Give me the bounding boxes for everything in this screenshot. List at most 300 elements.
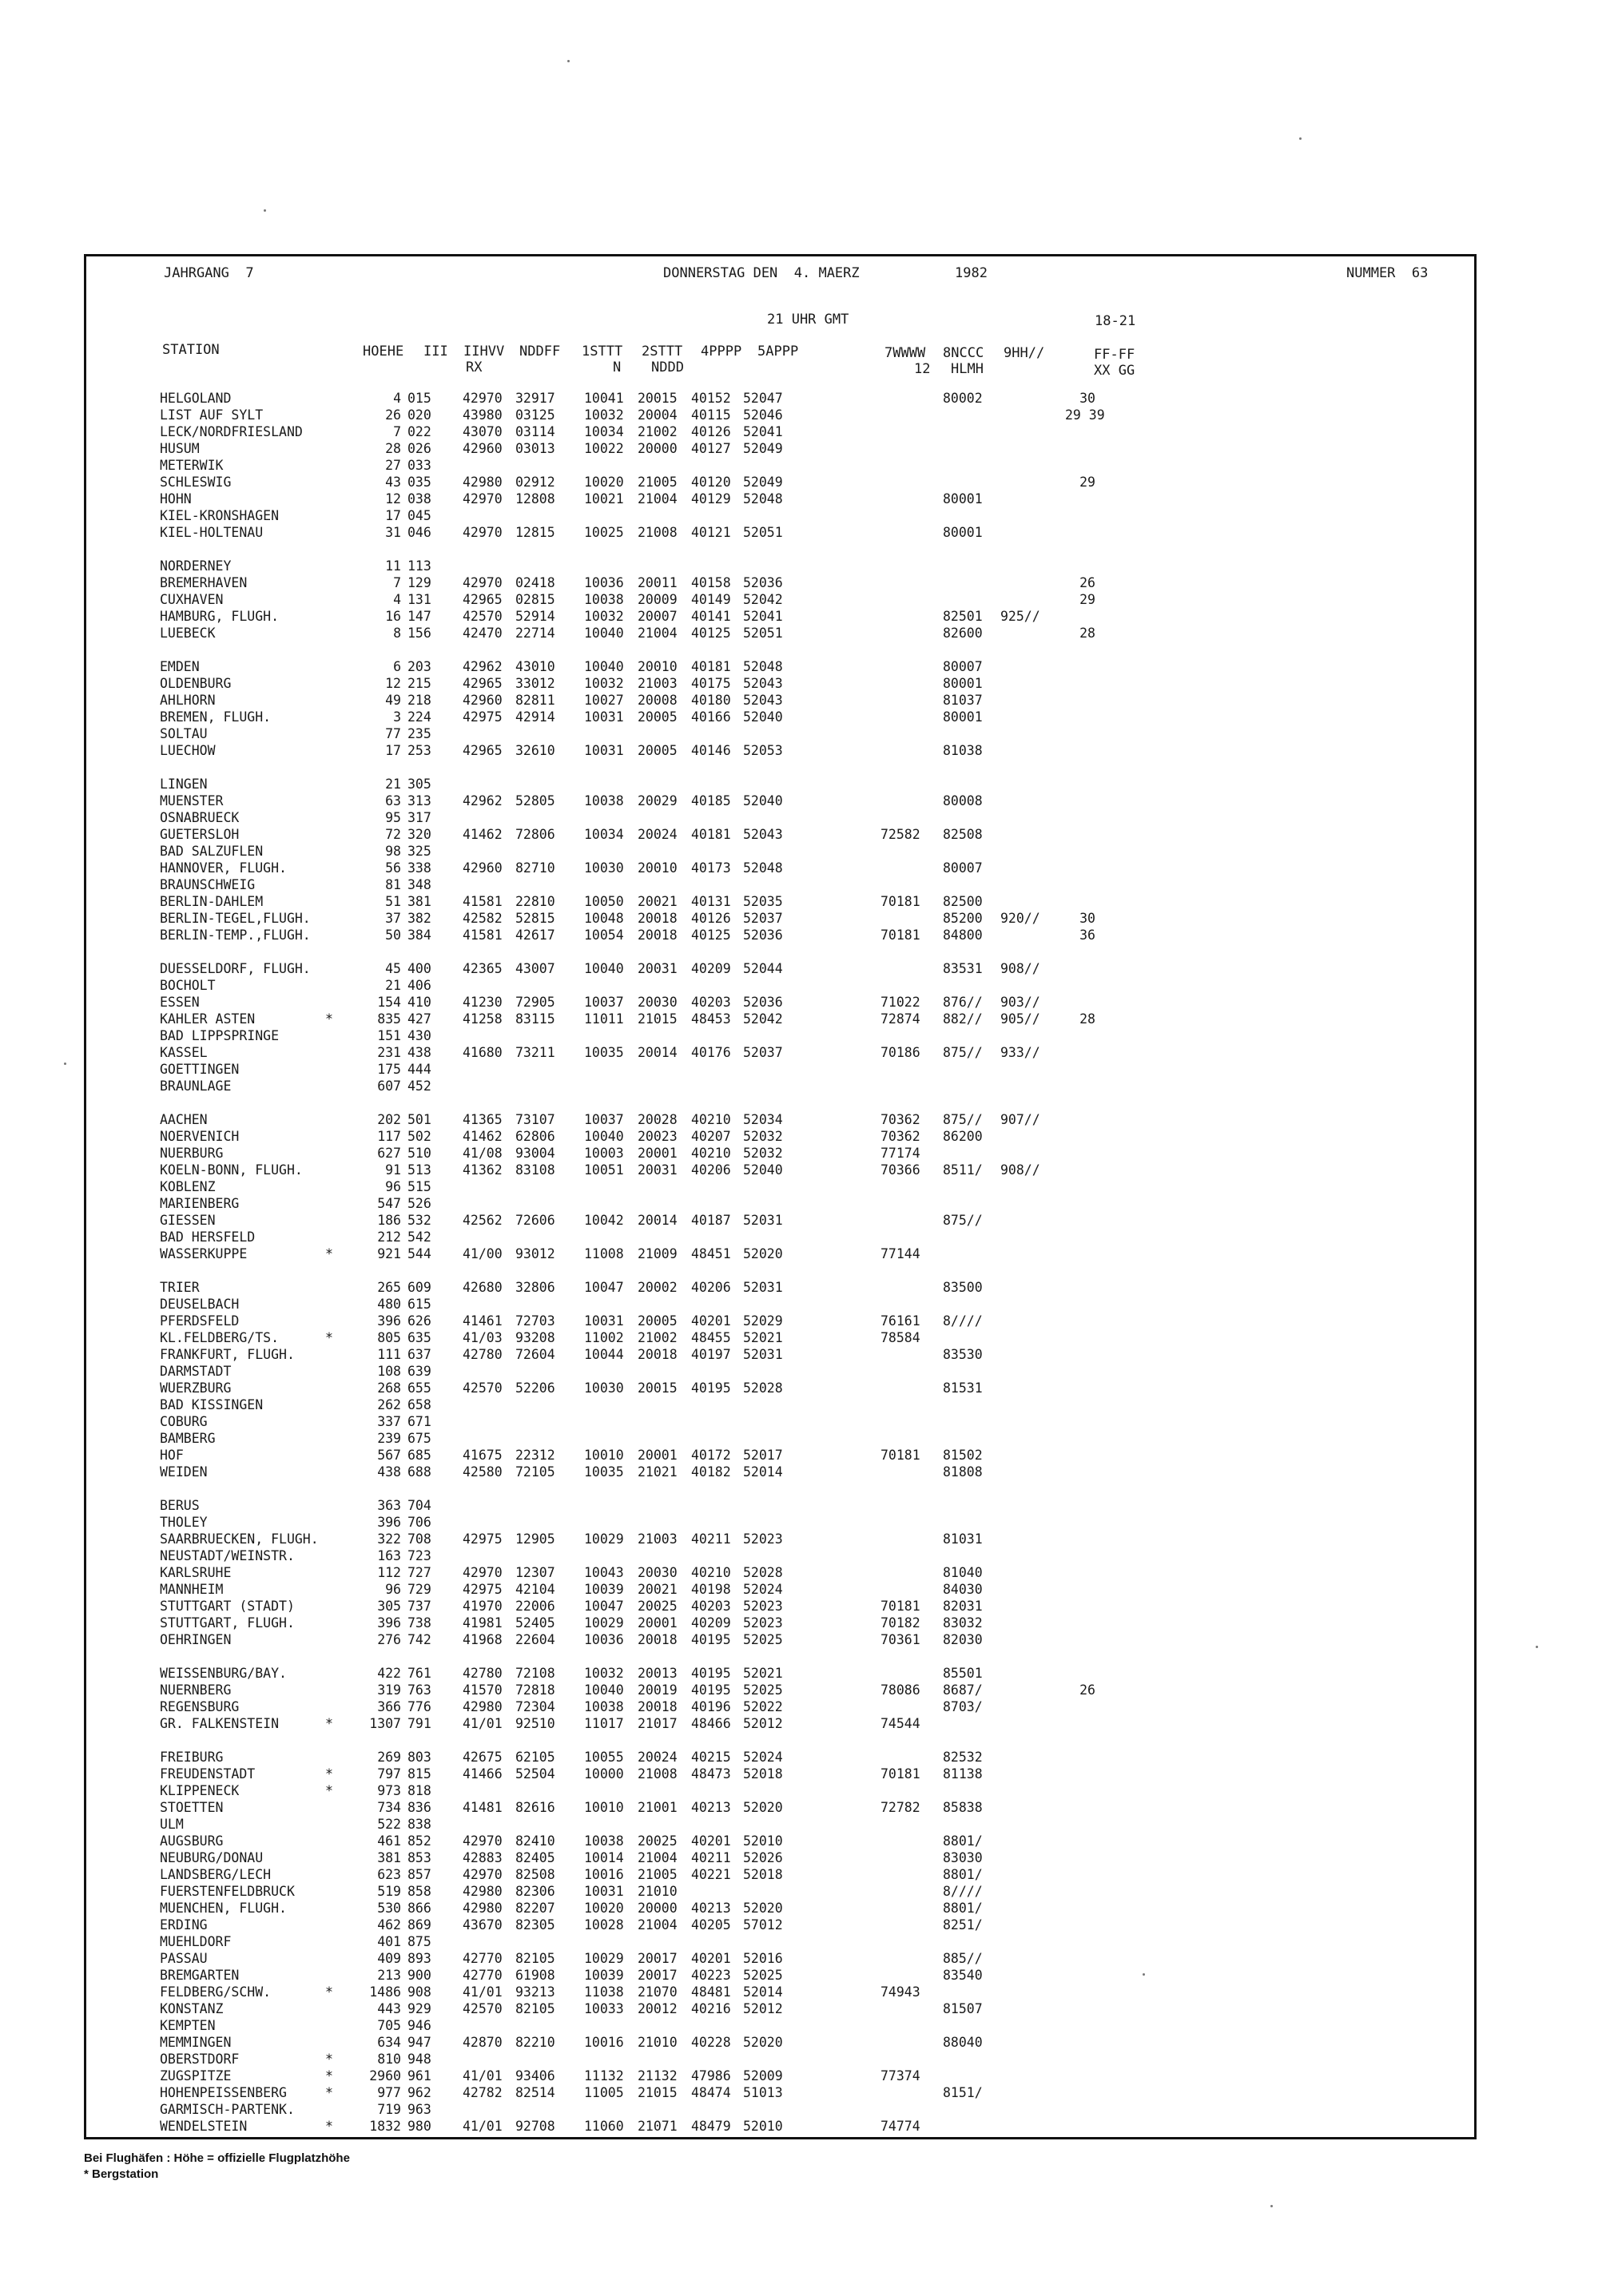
group-1sttt: 10054 <box>584 928 624 943</box>
station-index: 203 <box>407 659 431 674</box>
table-row <box>160 2051 1198 2068</box>
col-8nccc: 8NCCC <box>943 345 984 361</box>
group-iihvv: 42980 <box>463 1699 503 1714</box>
station-name: AUGSBURG <box>160 1833 224 1849</box>
station-altitude: 186 <box>377 1213 401 1228</box>
group-8nccc: 85200 <box>943 911 983 926</box>
group-4pppp: 40221 <box>691 1867 731 1882</box>
group-4pppp: 40198 <box>691 1582 731 1597</box>
group-nddff: 72806 <box>515 827 555 842</box>
group-1sttt: 10029 <box>584 1531 624 1547</box>
group-5appp: 52024 <box>743 1750 783 1765</box>
group-7wwww: 71022 <box>880 995 920 1010</box>
station-name: BAD SALZUFLEN <box>160 844 264 859</box>
table-row <box>160 407 1198 423</box>
group-2sttt: 20010 <box>638 659 678 674</box>
group-2sttt: 21015 <box>638 1011 678 1027</box>
group-7wwww: 70366 <box>880 1162 920 1178</box>
group-9hh: 907// <box>1000 1112 1040 1127</box>
station-name: BREMGARTEN <box>160 1968 240 1983</box>
table-row <box>160 1145 1198 1162</box>
group-4pppp: 40195 <box>691 1380 731 1396</box>
group-nddff: 82305 <box>515 1917 555 1933</box>
group-1sttt: 10037 <box>584 995 624 1010</box>
station-name: AHLHORN <box>160 693 216 708</box>
station-altitude: 623 <box>377 1867 401 1882</box>
group-2sttt: 20005 <box>638 709 678 725</box>
group-5appp: 52016 <box>743 1951 783 1966</box>
station-index: 035 <box>407 475 431 490</box>
station-group <box>160 1279 1198 1480</box>
group-1sttt: 10016 <box>584 1867 624 1882</box>
group-1sttt: 11002 <box>584 1330 624 1345</box>
group-1sttt: 10030 <box>584 1380 624 1396</box>
station-index: 727 <box>407 1565 431 1580</box>
mountain-station-mark: * <box>325 1783 333 1798</box>
station-altitude: 112 <box>377 1565 401 1580</box>
station-name: NORDERNEY <box>160 558 232 574</box>
group-nddff: 72606 <box>515 1213 555 1228</box>
group-8nccc: 81031 <box>943 1531 983 1547</box>
group-iihvv: 42980 <box>463 1884 503 1899</box>
group-8nccc: 8703/ <box>943 1699 983 1714</box>
year-label: 1982 <box>955 265 988 281</box>
station-name: OSNABRUECK <box>160 810 240 825</box>
mountain-station-mark: * <box>325 2119 333 2134</box>
group-iihvv: 42562 <box>463 1213 503 1228</box>
station-altitude: 409 <box>377 1951 401 1966</box>
scan-speck <box>567 60 570 62</box>
station-index: 156 <box>407 626 431 641</box>
table-row <box>160 2068 1198 2084</box>
station-index: 776 <box>407 1699 431 1714</box>
group-7wwww: 70182 <box>880 1615 920 1631</box>
station-name: METERWIK <box>160 458 224 473</box>
group-4pppp: 40223 <box>691 1968 731 1983</box>
group-2sttt: 20018 <box>638 1699 678 1714</box>
station-altitude: 56 <box>385 860 401 876</box>
group-nddff: 72105 <box>515 1464 555 1480</box>
table-row <box>160 1111 1198 1128</box>
group-8nccc: 83500 <box>943 1280 983 1295</box>
group-5appp: 52040 <box>743 1162 783 1178</box>
group-1sttt: 10042 <box>584 1213 624 1228</box>
group-2sttt: 20023 <box>638 1129 678 1144</box>
station-name: WUERZBURG <box>160 1380 232 1396</box>
group-1sttt: 11017 <box>584 1716 624 1731</box>
group-1sttt: 10035 <box>584 1045 624 1060</box>
table-row <box>160 1279 1198 1296</box>
station-altitude: 381 <box>377 1850 401 1865</box>
group-1sttt: 10034 <box>584 827 624 842</box>
station-altitude: 305 <box>377 1599 401 1614</box>
station-name: BAD HERSFELD <box>160 1229 256 1245</box>
group-iihvv: 41/03 <box>463 1330 503 1345</box>
station-name: KONSTANZ <box>160 2001 224 2016</box>
group-8nccc: 82030 <box>943 1632 983 1647</box>
station-index: 818 <box>407 1783 431 1798</box>
group-9hh: 905// <box>1000 1011 1040 1027</box>
group-1sttt: 10036 <box>584 1632 624 1647</box>
station-name: HANNOVER, FLUGH. <box>160 860 287 876</box>
table-row <box>160 591 1198 608</box>
group-2sttt: 20028 <box>638 1112 678 1127</box>
group-4pppp: 40149 <box>691 592 731 607</box>
group-nddff: 72604 <box>515 1347 555 1362</box>
table-row <box>160 2034 1198 2051</box>
group-nddff: 82616 <box>515 1800 555 1815</box>
station-altitude: 4 <box>393 391 401 406</box>
table-row <box>160 876 1198 893</box>
group-nddff: 52206 <box>515 1380 555 1396</box>
col-nddff: NDDFF <box>519 344 561 359</box>
station-index: 838 <box>407 1817 431 1832</box>
station-altitude: 95 <box>385 810 401 825</box>
table-row <box>160 1967 1198 1984</box>
group-2sttt: 21017 <box>638 1716 678 1731</box>
station-altitude: 438 <box>377 1464 401 1480</box>
col-7wwww: 7WWWW <box>884 345 926 361</box>
station-altitude: 322 <box>377 1531 401 1547</box>
station-name: NUERBURG <box>160 1146 224 1161</box>
group-2sttt: 20000 <box>638 441 678 456</box>
group-4pppp: 40209 <box>691 961 731 976</box>
station-index: 685 <box>407 1448 431 1463</box>
station-name: GOETTINGEN <box>160 1062 240 1077</box>
station-altitude: 401 <box>377 1934 401 1949</box>
group-4pppp: 40187 <box>691 1213 731 1228</box>
group-8nccc: 86200 <box>943 1129 983 1144</box>
station-index: 708 <box>407 1531 431 1547</box>
group-5appp: 52046 <box>743 407 783 423</box>
station-name: BREMERHAVEN <box>160 575 248 590</box>
table-row <box>160 1514 1198 1531</box>
group-4pppp: 40172 <box>691 1448 731 1463</box>
group-4pppp: 48453 <box>691 1011 731 1027</box>
station-index: 020 <box>407 407 431 423</box>
table-row <box>160 893 1198 910</box>
group-ff: 26 <box>1079 1682 1095 1698</box>
mountain-station-mark: * <box>325 2052 333 2067</box>
group-nddff: 12808 <box>515 491 555 506</box>
station-altitude: 77 <box>385 726 401 741</box>
group-8nccc: 82532 <box>943 1750 983 1765</box>
group-4pppp: 40195 <box>691 1682 731 1698</box>
station-altitude: 530 <box>377 1901 401 1916</box>
group-4pppp: 48481 <box>691 1984 731 2000</box>
table-row <box>160 1631 1198 1648</box>
station-name: GARMISCH-PARTENK. <box>160 2102 295 2117</box>
group-iihvv: 42582 <box>463 911 503 926</box>
station-altitude: 462 <box>377 1917 401 1933</box>
group-4pppp: 40180 <box>691 693 731 708</box>
group-5appp: 52048 <box>743 659 783 674</box>
station-name: ESSEN <box>160 995 200 1010</box>
col-iii: III <box>423 344 448 359</box>
group-iihvv: 42570 <box>463 609 503 624</box>
group-9hh: 903// <box>1000 995 1040 1010</box>
station-group <box>160 776 1198 943</box>
group-8nccc: 81038 <box>943 743 983 758</box>
group-iihvv: 42980 <box>463 475 503 490</box>
group-nddff: 72818 <box>515 1682 555 1698</box>
group-iihvv: 42680 <box>463 1280 503 1295</box>
table-row <box>160 1195 1198 1212</box>
group-1sttt: 10047 <box>584 1280 624 1295</box>
footnotes <box>84 2151 350 2183</box>
group-2sttt: 20002 <box>638 1280 678 1295</box>
group-1sttt: 11011 <box>584 1011 624 1027</box>
group-nddff: 03125 <box>515 407 555 423</box>
station-name: NEUBURG/DONAU <box>160 1850 264 1865</box>
table-row <box>160 1933 1198 1950</box>
table-row <box>160 1984 1198 2000</box>
col-8nccc-sub: HLMH <box>951 361 984 377</box>
table-row <box>160 1531 1198 1547</box>
station-altitude: 163 <box>377 1548 401 1563</box>
station-altitude: 480 <box>377 1297 401 1312</box>
table-row <box>160 2101 1198 2118</box>
table-row <box>160 2118 1198 2135</box>
group-iihvv: 41466 <box>463 1766 503 1782</box>
station-index: 033 <box>407 458 431 473</box>
group-8nccc: 8687/ <box>943 1682 983 1698</box>
group-2sttt: 20021 <box>638 894 678 909</box>
group-4pppp: 40209 <box>691 1615 731 1631</box>
group-iihvv: 42970 <box>463 525 503 540</box>
group-1sttt: 10014 <box>584 1850 624 1865</box>
group-1sttt: 10050 <box>584 894 624 909</box>
group-nddff: 82410 <box>515 1833 555 1849</box>
station-index: 026 <box>407 441 431 456</box>
group-5appp: 52025 <box>743 1968 783 1983</box>
station-altitude: 81 <box>385 877 401 892</box>
table-row <box>160 1178 1198 1195</box>
station-altitude: 51 <box>385 894 401 909</box>
station-altitude: 705 <box>377 2018 401 2033</box>
group-nddff: 42617 <box>515 928 555 943</box>
group-2sttt: 20001 <box>638 1448 678 1463</box>
station-altitude: 797 <box>377 1766 401 1782</box>
table-row <box>160 1497 1198 1514</box>
station-altitude: 805 <box>377 1330 401 1345</box>
group-7wwww: 78584 <box>880 1330 920 1345</box>
group-iihvv: 42960 <box>463 860 503 876</box>
group-7wwww: 77374 <box>880 2068 920 2083</box>
group-1sttt: 10033 <box>584 2001 624 2016</box>
station-name: MUEHLDORF <box>160 1934 232 1949</box>
group-4pppp: 40166 <box>691 709 731 725</box>
station-altitude: 12 <box>385 676 401 691</box>
group-nddff: 93208 <box>515 1330 555 1345</box>
station-altitude: 607 <box>377 1078 401 1094</box>
station-name: LINGEN <box>160 777 208 792</box>
group-7wwww: 77144 <box>880 1246 920 1261</box>
station-altitude: 108 <box>377 1364 401 1379</box>
station-altitude: 96 <box>385 1179 401 1194</box>
station-index: 224 <box>407 709 431 725</box>
group-4pppp: 48474 <box>691 2085 731 2100</box>
group-1sttt: 10038 <box>584 793 624 808</box>
group-2sttt: 21021 <box>638 1464 678 1480</box>
station-altitude: 1307 <box>369 1716 401 1731</box>
group-8nccc: 8801/ <box>943 1901 983 1916</box>
group-nddff: 93012 <box>515 1246 555 1261</box>
group-8nccc: 80001 <box>943 491 983 506</box>
station-index: 763 <box>407 1682 431 1698</box>
station-altitude: 396 <box>377 1515 401 1530</box>
group-iihvv: 42960 <box>463 693 503 708</box>
station-altitude: 627 <box>377 1146 401 1161</box>
station-altitude: 28 <box>385 441 401 456</box>
group-1sttt: 10025 <box>584 525 624 540</box>
group-5appp: 52009 <box>743 2068 783 2083</box>
station-altitude: 319 <box>377 1682 401 1698</box>
group-1sttt: 10047 <box>584 1599 624 1614</box>
station-altitude: 43 <box>385 475 401 490</box>
footnote-mountain-station: * Bergstation <box>84 2167 159 2181</box>
group-8nccc: 8511/ <box>943 1162 983 1178</box>
table-row <box>160 927 1198 943</box>
group-4pppp: 40215 <box>691 1750 731 1765</box>
station-index: 962 <box>407 2085 431 2100</box>
table-row <box>160 1329 1198 1346</box>
station-name: COBURG <box>160 1414 208 1429</box>
group-5appp: 52026 <box>743 1850 783 1865</box>
station-index: 688 <box>407 1464 431 1480</box>
station-name: WASSERKUPPE <box>160 1246 248 1261</box>
table-row <box>160 725 1198 742</box>
group-iihvv: 42470 <box>463 626 503 641</box>
col-station: STATION <box>162 342 220 358</box>
group-2sttt: 21009 <box>638 1246 678 1261</box>
station-altitude: 239 <box>377 1431 401 1446</box>
group-iihvv: 41461 <box>463 1313 503 1329</box>
mountain-station-mark: * <box>325 1246 333 1261</box>
station-name: HUSUM <box>160 441 200 456</box>
group-4pppp: 40210 <box>691 1565 731 1580</box>
station-name: PFERDSFELD <box>160 1313 240 1329</box>
group-2sttt: 20000 <box>638 1901 678 1916</box>
station-index: 742 <box>407 1632 431 1647</box>
group-2sttt: 21071 <box>638 2119 678 2134</box>
group-1sttt: 10003 <box>584 1146 624 1161</box>
station-index: 015 <box>407 391 431 406</box>
group-8nccc: 81507 <box>943 2001 983 2016</box>
group-2sttt: 20010 <box>638 860 678 876</box>
group-iihvv: 42870 <box>463 2035 503 2050</box>
station-index: 869 <box>407 1917 431 1933</box>
group-7wwww: 70186 <box>880 1045 920 1060</box>
station-index: 737 <box>407 1599 431 1614</box>
group-8nccc: 8801/ <box>943 1867 983 1882</box>
group-nddff: 42914 <box>515 709 555 725</box>
group-2sttt: 20007 <box>638 609 678 624</box>
station-altitude: 262 <box>377 1397 401 1412</box>
group-iihvv: 41/00 <box>463 1246 503 1261</box>
station-altitude: 268 <box>377 1380 401 1396</box>
station-index: 320 <box>407 827 431 842</box>
group-5appp: 52012 <box>743 2001 783 2016</box>
group-ff: 28 <box>1079 626 1095 641</box>
group-5appp: 52051 <box>743 626 783 641</box>
group-5appp: 52040 <box>743 709 783 725</box>
group-7wwww: 70362 <box>880 1112 920 1127</box>
table-row <box>160 440 1198 457</box>
date-label: DONNERSTAG DEN 4. MAERZ <box>663 265 860 281</box>
station-group <box>160 1497 1198 1648</box>
group-1sttt: 10051 <box>584 1162 624 1178</box>
station-index: 655 <box>407 1380 431 1396</box>
table-row <box>160 1245 1198 1262</box>
station-index: 400 <box>407 961 431 976</box>
mountain-station-mark: * <box>325 1716 333 1731</box>
station-altitude: 72 <box>385 827 401 842</box>
group-4pppp: 40141 <box>691 609 731 624</box>
group-1sttt: 10028 <box>584 1917 624 1933</box>
station-name: WENDELSTEIN <box>160 2119 248 2134</box>
group-2sttt: 20009 <box>638 592 678 607</box>
station-name: STOETTEN <box>160 1800 224 1815</box>
station-index: 313 <box>407 793 431 808</box>
group-nddff: 22810 <box>515 894 555 909</box>
station-index: 253 <box>407 743 431 758</box>
group-2sttt: 21008 <box>638 525 678 540</box>
group-iihvv: 41675 <box>463 1448 503 1463</box>
group-8nccc: 82501 <box>943 609 983 624</box>
group-iihvv: 41230 <box>463 995 503 1010</box>
group-2sttt: 21004 <box>638 1850 678 1865</box>
station-altitude: 213 <box>377 1968 401 1983</box>
station-altitude: 547 <box>377 1196 401 1211</box>
group-8nccc: 88040 <box>943 2035 983 2050</box>
group-4pppp: 47986 <box>691 2068 731 2083</box>
group-1sttt: 10043 <box>584 1565 624 1580</box>
group-1sttt: 11132 <box>584 2068 624 2083</box>
group-2sttt: 21010 <box>638 1884 678 1899</box>
station-altitude: 45 <box>385 961 401 976</box>
group-nddff: 83108 <box>515 1162 555 1178</box>
group-8nccc: 885// <box>943 1951 983 1966</box>
group-5appp: 52018 <box>743 1867 783 1882</box>
group-8nccc: 85838 <box>943 1800 983 1815</box>
station-name: BAD LIPPSPRINGE <box>160 1028 280 1043</box>
group-2sttt: 20031 <box>638 961 678 976</box>
station-altitude: 921 <box>377 1246 401 1261</box>
table-row <box>160 860 1198 876</box>
group-9hh: 908// <box>1000 1162 1040 1178</box>
station-index: 963 <box>407 2102 431 2117</box>
group-5appp: 52036 <box>743 575 783 590</box>
station-altitude: 396 <box>377 1615 401 1631</box>
group-nddff: 72703 <box>515 1313 555 1329</box>
group-5appp: 52021 <box>743 1666 783 1681</box>
station-altitude: 522 <box>377 1817 401 1832</box>
station-index: 046 <box>407 525 431 540</box>
station-index: 615 <box>407 1297 431 1312</box>
group-8nccc: 83531 <box>943 961 983 976</box>
station-altitude: 27 <box>385 458 401 473</box>
group-5appp: 52023 <box>743 1531 783 1547</box>
station-altitude: 443 <box>377 2001 401 2016</box>
group-iihvv: 42570 <box>463 2001 503 2016</box>
group-2sttt: 20025 <box>638 1599 678 1614</box>
station-index: 501 <box>407 1112 431 1127</box>
group-nddff: 82405 <box>515 1850 555 1865</box>
group-2sttt: 20018 <box>638 1347 678 1362</box>
group-1sttt: 10021 <box>584 491 624 506</box>
group-2sttt: 21002 <box>638 1330 678 1345</box>
